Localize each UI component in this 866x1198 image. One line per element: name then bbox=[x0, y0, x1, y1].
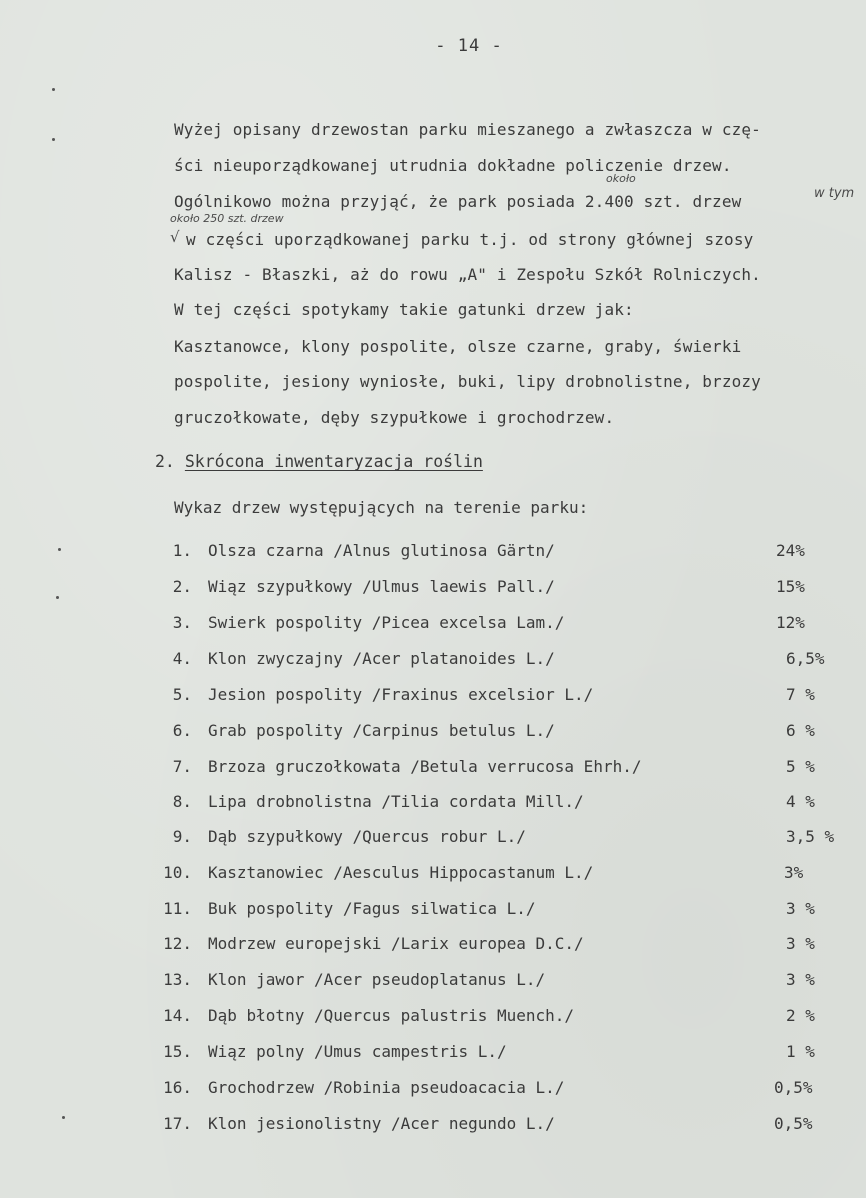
paragraph-line: w części uporządkowanej parku t.j. od strony głównej szosy bbox=[186, 230, 754, 249]
section-heading bbox=[155, 452, 483, 471]
list-item bbox=[0, 863, 866, 887]
item-percent: 4 % bbox=[786, 792, 815, 811]
page-number: - 14 - bbox=[435, 36, 503, 56]
item-number: 12. bbox=[163, 934, 192, 953]
paragraph-line: Ogólnikowo można przyjąć, że park posiada 2.400 szt. drzew bbox=[174, 192, 742, 211]
paragraph-line: gruczołkowate, dęby szypułkowe i grochodrzew. bbox=[174, 408, 615, 427]
paragraph-line: Kasztanowce, klony pospolite, olsze czarne, graby, świerki bbox=[174, 337, 742, 356]
paragraph-line: Wyżej opisany drzewostan parku mieszanego a zwłaszcza w czę- bbox=[174, 120, 761, 139]
list-item bbox=[0, 1078, 866, 1102]
item-text: Lipa drobnolistna /Tilia cordata Mill./ bbox=[208, 792, 584, 811]
paragraph-line: ści nieuporządkowanej utrudnia dokładne policzenie drzew. bbox=[174, 156, 732, 175]
item-text: Kasztanowiec /Aesculus Hippocastanum L./ bbox=[208, 863, 594, 882]
item-text: Dąb błotny /Quercus palustris Muench./ bbox=[208, 1006, 575, 1025]
item-percent: 6 % bbox=[786, 721, 815, 740]
list-item bbox=[0, 934, 866, 958]
item-text: Jesion pospolity /Fraxinus excelsior L./ bbox=[208, 685, 594, 704]
item-text: Olsza czarna /Alnus glutinosa Gärtn/ bbox=[208, 541, 555, 560]
list-item bbox=[0, 970, 866, 994]
item-text: Grab pospolity /Carpinus betulus L./ bbox=[208, 721, 555, 740]
item-percent: 3 % bbox=[786, 934, 815, 953]
list-item bbox=[0, 1042, 866, 1066]
item-number: 5. bbox=[172, 685, 192, 704]
item-text: Modrzew europejski /Larix europea D.C./ bbox=[208, 934, 584, 953]
item-number: 13. bbox=[163, 970, 192, 989]
item-percent: 15% bbox=[776, 577, 805, 596]
item-number: 15. bbox=[163, 1042, 192, 1061]
list-item bbox=[0, 577, 866, 601]
paragraph-line: W tej części spotykamy takie gatunki drzew jak: bbox=[174, 300, 634, 319]
list-item bbox=[0, 827, 866, 851]
list-item bbox=[0, 721, 866, 745]
item-number: 14. bbox=[163, 1006, 192, 1025]
item-number: 1. bbox=[172, 541, 192, 560]
list-item bbox=[0, 613, 866, 637]
item-text: Dąb szypułkowy /Quercus robur L./ bbox=[208, 827, 526, 846]
item-percent: 0,5% bbox=[774, 1078, 813, 1097]
section-title: Skrócona inwentaryzacja roślin bbox=[184, 452, 483, 471]
item-percent: 2 % bbox=[786, 1006, 815, 1025]
list-item bbox=[0, 757, 866, 781]
handwritten-check-mark: √ bbox=[170, 228, 180, 246]
margin-dot bbox=[52, 138, 55, 141]
item-number: 17. bbox=[163, 1114, 192, 1133]
item-percent: 0,5% bbox=[774, 1114, 813, 1133]
item-number: 16. bbox=[163, 1078, 192, 1097]
margin-dot bbox=[52, 88, 55, 91]
item-text: Wiąz polny /Umus campestris L./ bbox=[208, 1042, 507, 1061]
section-number: 2. bbox=[155, 452, 175, 471]
list-intro: Wykaz drzew występujących na terenie parku: bbox=[174, 498, 589, 517]
item-percent: 3 % bbox=[786, 970, 815, 989]
handwritten-okolo-above: około bbox=[606, 172, 636, 185]
item-number: 8. bbox=[172, 792, 192, 811]
item-percent: 3 % bbox=[786, 899, 815, 918]
paragraph-line: Kalisz - Błaszki, aż do rowu „A" i Zespołu Szkół Rolniczych. bbox=[174, 265, 761, 284]
list-item bbox=[0, 649, 866, 673]
item-text: Klon zwyczajny /Acer platanoides L./ bbox=[208, 649, 555, 668]
item-percent: 7 % bbox=[786, 685, 815, 704]
item-text: Klon jesionolistny /Acer negundo L./ bbox=[208, 1114, 555, 1133]
item-percent: 6,5% bbox=[786, 649, 825, 668]
item-text: Grochodrzew /Robinia pseudoacacia L./ bbox=[208, 1078, 565, 1097]
item-text: Klon jawor /Acer pseudoplatanus L./ bbox=[208, 970, 546, 989]
item-number: 2. bbox=[172, 577, 192, 596]
item-number: 11. bbox=[163, 899, 192, 918]
list-item bbox=[0, 792, 866, 816]
list-item bbox=[0, 685, 866, 709]
item-number: 9. bbox=[172, 827, 192, 846]
item-percent: 3,5 % bbox=[786, 827, 835, 846]
item-text: Wiąz szypułkowy /Ulmus laewis Pall./ bbox=[208, 577, 555, 596]
list-item bbox=[0, 899, 866, 923]
item-number: 3. bbox=[172, 613, 192, 632]
item-number: 6. bbox=[172, 721, 192, 740]
item-percent: 12% bbox=[776, 613, 805, 632]
item-number: 10. bbox=[163, 863, 192, 882]
list-item bbox=[0, 1006, 866, 1030]
handwritten-okolo-250: około 250 szt. drzew bbox=[170, 212, 284, 225]
item-number: 7. bbox=[172, 757, 192, 776]
handwritten-w-tym: w tym bbox=[814, 186, 855, 201]
item-text: Swierk pospolity /Picea excelsa Lam./ bbox=[208, 613, 565, 632]
paragraph-line: pospolite, jesiony wyniosłe, buki, lipy drobnolistne, brzozy bbox=[174, 372, 761, 391]
list-item bbox=[0, 541, 866, 565]
item-text: Buk pospolity /Fagus silwatica L./ bbox=[208, 899, 536, 918]
item-text: Brzoza gruczołkowata /Betula verrucosa Ehrh./ bbox=[208, 757, 642, 776]
item-percent: 5 % bbox=[786, 757, 815, 776]
item-percent: 24% bbox=[776, 541, 805, 560]
item-percent: 1 % bbox=[786, 1042, 815, 1061]
item-number: 4. bbox=[172, 649, 192, 668]
list-item bbox=[0, 1114, 866, 1138]
item-percent: 3% bbox=[784, 863, 804, 882]
